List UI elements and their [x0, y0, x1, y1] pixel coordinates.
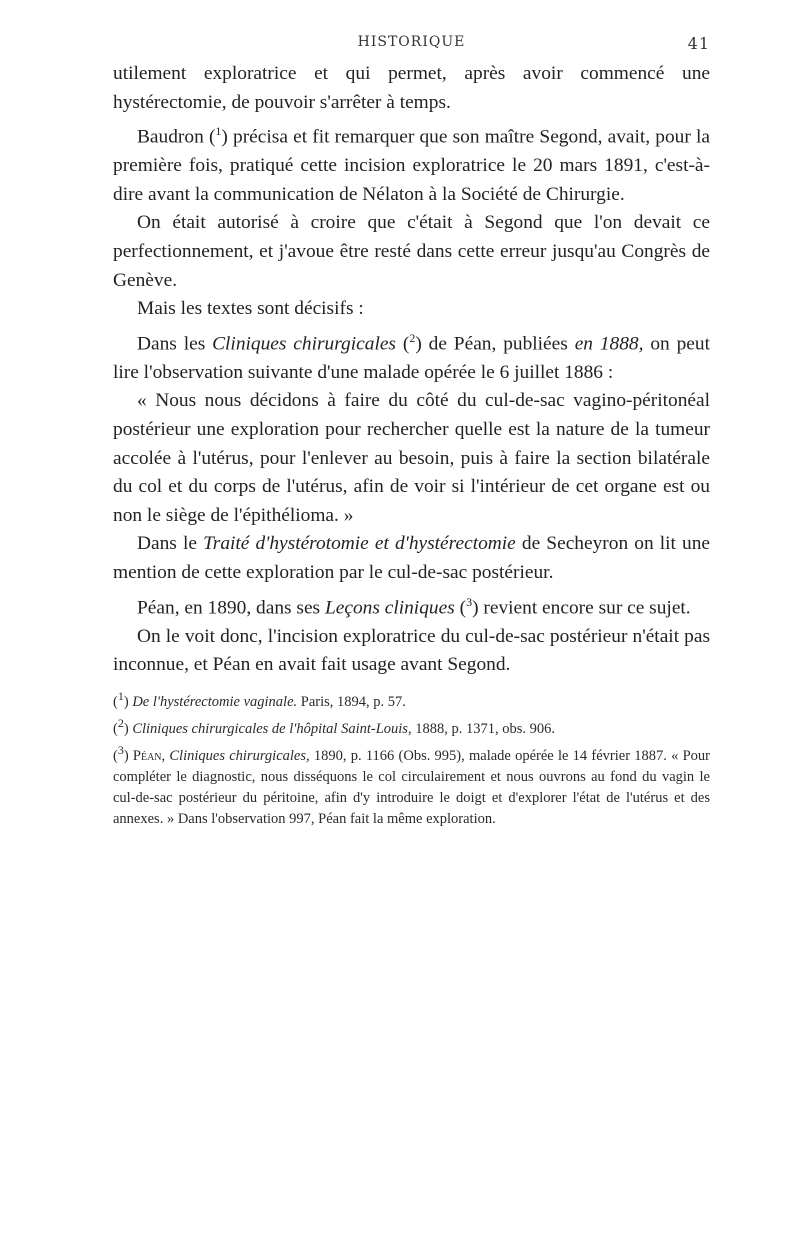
footnote-ref-3[interactable]: 3 — [466, 594, 473, 609]
paragraph-3: On était autorisé à croire que c'était à Segond que l'on devait ce perfectionnement, et j'avoue être resté dans cette erreur jusqu'au Congrès de Genève. — [113, 212, 710, 291]
footnote-1: ($^1$) De l'hystérectomie vaginale. Paris, 1894, p. 57. — [113, 688, 406, 710]
paragraph-7: Dans le Traité d'hystérotomie et d'hystérectomie de Secheyron on lit une mention de cette exploration par le cul-de-sac postérieur. — [113, 533, 711, 584]
body-text — [113, 60, 710, 680]
paragraph-8: Péan, en 1890, dans ses Leçons cliniques ($^3$) revient encore sur ce sujet. — [137, 594, 691, 619]
paragraph-1: utilement exploratrice et qui permet, après avoir commencé une hystérectomie, de pouvoir s'arrêter à temps. — [113, 63, 710, 113]
footnote-3: ($^3$) Péan, Cliniques chirurgicales, 1890, p. 1166 (Obs. 995), malade opérée le 14 février 1887. « Pour compléter le diagnostic, nous disséquons le col circulairement et nous ouvrons au fond du vagin le cul-de-sac postérieur du péritoine, afin d'y introduire le doigt et d'explorer l'état de l'utérus et des annexes. » Dans l'observation 997, Péan fait la même exploration. — [113, 742, 710, 828]
page-number: 41 — [687, 34, 710, 53]
paragraph-9: On le voit donc, l'incision exploratrice du cul-de-sac postérieur n'était pas inconnue, et Péan en avait fait usage avant Segond. — [113, 625, 710, 676]
footnotes — [113, 686, 710, 831]
footnote-ref-2[interactable]: 2 — [409, 330, 416, 345]
book-title-cliniques: Cliniques chirurgicales — [212, 333, 396, 355]
book-title-traite: Traité d'hystérotomie et d'hystérectomie — [203, 533, 516, 555]
footnote-2: ($^2$) Cliniques chirurgicales de l'hôpital Saint-Louis, 1888, p. 1371, obs. 906. — [113, 715, 555, 737]
book-title-lecons: Leçons cliniques — [324, 597, 455, 619]
paragraph-2: Baudron ($^1$) précisa et fit remarquer que son maître Segond, avait, pour la première fois, pratiqué cette incision exploratrice le 20 mars 1891, c'est-à-dire avant la communication de Nélaton à la Société de Chirurgie. — [113, 124, 710, 205]
quotation: « Nous nous décidons à faire du côté du cul-de-sac vagino-péritonéal postérieur une exploration pour rechercher quelle est la nature de la tumeur accolée à l'utérus, pour l'enlever au besoin, puis à faire la section bilatérale du col et du corps de l'utérus, afin de voir si l'intérieur de cet organe est ou non le siège de l'épithélioma. » — [113, 390, 710, 526]
header-title: HISTORIQUE — [357, 34, 466, 50]
footnote-ref-1[interactable]: 1 — [215, 124, 222, 139]
running-header — [113, 34, 710, 60]
page — [113, 34, 710, 831]
paragraph-5: Dans les Cliniques chirurgicales ($^2$) de Péan, publiées en 1888, on peut lire l'observation suivante d'une malade opérée le 6 juillet 1886 : — [113, 330, 710, 383]
paragraph-4: Mais les textes sont décisifs : — [137, 298, 364, 320]
